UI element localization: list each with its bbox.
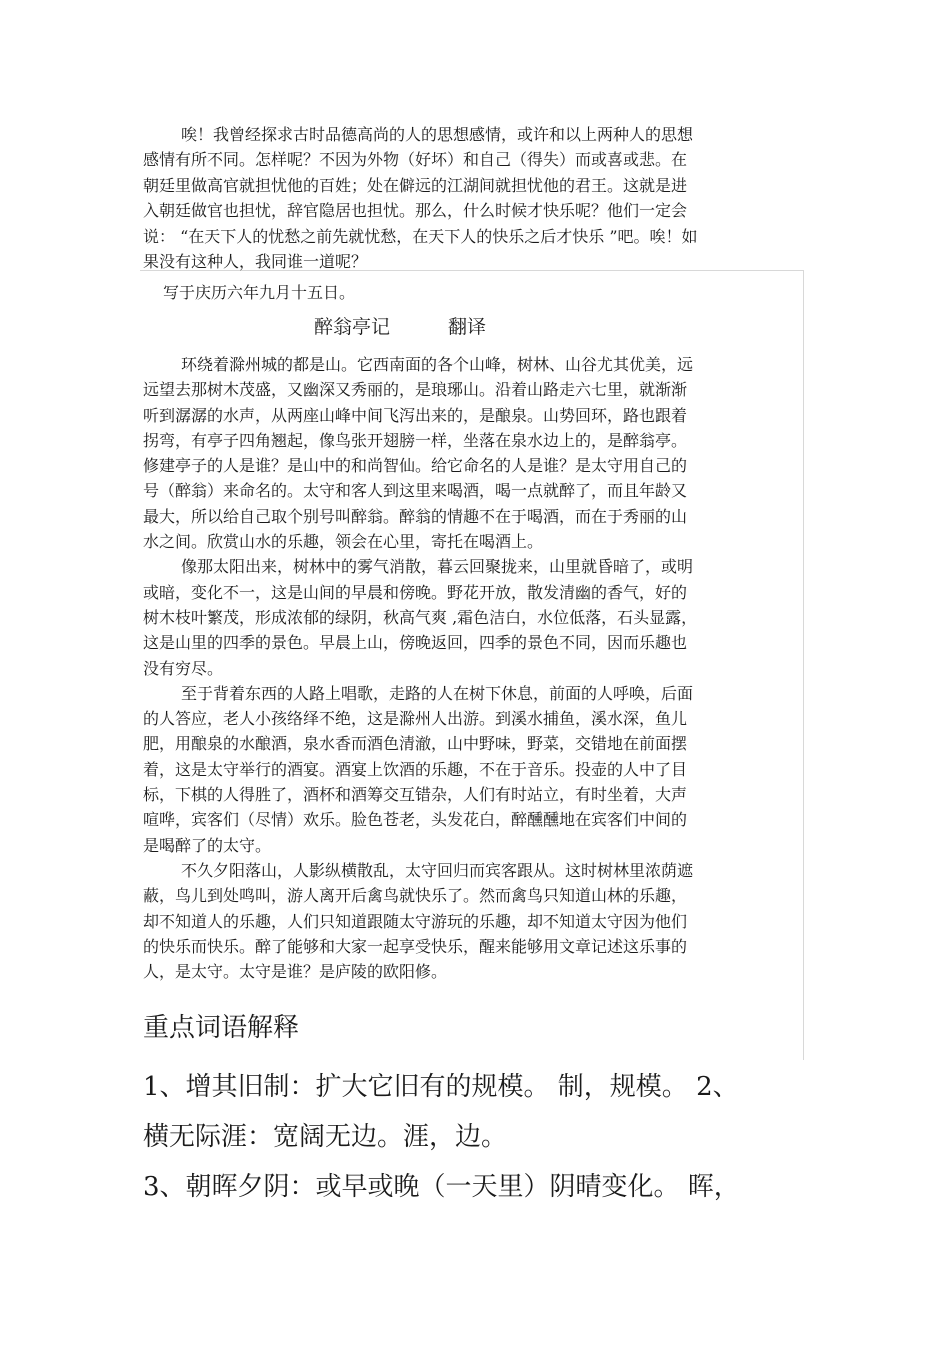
text-line: 感情有所不同。怎样呢？不因为外物（好坏）和自己（得失）而或喜或悲。在 [143,150,688,170]
text-line: 是喝醉了的太守。 [143,835,272,855]
keyword-line: 1、增其旧制：扩大它旧有的规模。 制，规模。 2、 [143,1072,739,1102]
text-line: 入朝廷做官也担忧，辞官隐居也担忧。那么，什么时候才快乐呢？他们一定会 [143,201,688,221]
text-line: 像那太阳出来，树林中的雾气消散，暮云回聚拢来，山里就昏暗了，或明 [181,557,694,577]
text-line: 远望去那树木茂盛，又幽深又秀丽的，是琅琊山。沿着山路走六七里，就渐渐 [143,380,688,400]
text-line: 拐弯，有亭子四角翘起，像鸟张开翅膀一样，坐落在泉水边上的，是醉翁亭。 [143,430,688,450]
text-line: 人，是太守。太守是谁？是庐陵的欧阳修。 [143,962,448,982]
keywords-list [143,1062,783,1212]
text-line: 最大，所以给自己取个别号叫醉翁。醉翁的情趣不在于喝酒，而在于秀丽的山 [143,506,688,526]
text-line: 果没有这种人，我同谁一道呢？ [143,251,368,271]
text-line: 的人答应，老人小孩络绎不绝，这是滁州人出游。到溪水捕鱼，溪水深，鱼儿 [143,709,688,729]
keywords-heading: 重点词语解释 [143,1013,300,1043]
text-line: 至于背着东西的人路上唱歌，走路的人在树下休息，前面的人呼唤，后面 [181,683,694,703]
text-line: 唉！我曾经探求古时品德高尚的人的思想感情，或许和以上两种人的思想 [181,125,694,144]
text-line: 修建亭子的人是谁？是山中的和尚智仙。给它命名的人是谁？是太守用自己的 [143,456,688,476]
keyword-line: 横无际涯：宽阔无边。涯，边。 [143,1122,508,1152]
text-line: 环绕着滁州城的都是山。它西南面的各个山峰，树林、山谷尤其优美，远 [181,355,694,374]
translation-body [143,352,783,984]
text-line: 喧哗，宾客们（尽情）欢乐。脸色苍老，头发花白，醉醺醺地在宾客们中间的 [143,810,688,830]
text-line: 这是山里的四季的景色。早晨上山，傍晚返回，四季的景色不同，因而乐趣也 [143,633,688,653]
document-title [314,314,486,340]
title-sub: 翻译 [448,316,487,338]
date-line: 写于庆历六年九月十五日。 [163,283,356,302]
text-line: 的快乐而快乐。醉了能够和大家一起享受快乐，醒来能够用文章记述这乐事的 [143,936,688,956]
text-line: 却不知道人的乐趣，人们只知道跟随太守游玩的乐趣，却不知道太守因为他们 [143,911,688,931]
text-line: 号（醉翁）来命名的。太守和客人到这里来喝酒，喝一点就醉了，而且年龄又 [143,481,688,501]
text-line: 说： “在天下人的忧愁之前先就忧愁，在天下人的快乐之后才快乐 ”吧。唉！如 [143,226,698,246]
text-line: 树木枝叶繁茂，形成浓郁的绿阴，秋高气爽 ,霜色洁白，水位低落，石头显露， [143,607,698,627]
text-line: 听到潺潺的水声，从两座山峰中间飞泻出来的，是酿泉。山势回环，路也跟着 [143,405,688,425]
text-line: 或暗，变化不一，这是山间的早晨和傍晚。野花开放，散发清幽的香气，好的 [143,582,688,602]
keyword-line: 3、朝晖夕阴：或早或晚（一天里）阴晴变化。 晖， [143,1172,740,1202]
title-main: 醉翁亭记 [314,316,391,338]
text-line: 标，下棋的人得胜了，酒杯和酒筹交互错杂，人们有时站立，有时坐着，大声 [143,785,688,805]
text-line: 不久夕阳落山，人影纵横散乱，太守回归而宾客跟从。这时树林里浓荫遮 [181,860,694,880]
text-line: 水之间。欣赏山水的乐趣，领会在心里，寄托在喝酒上。 [143,532,544,552]
text-line: 肥，用酿泉的水酿酒，泉水香而酒色清澈，山中野味，野菜，交错地在前面摆 [143,734,688,754]
text-line: 着，这是太守举行的酒宴。酒宴上饮酒的乐趣，不在于音乐。投壶的人中了目 [143,759,688,779]
text-line: 蔽，鸟儿到处鸣叫，游人离开后禽鸟就快乐了。然而禽鸟只知道山林的乐趣， [143,886,688,906]
text-line: 没有穷尽。 [143,658,224,678]
intro-paragraph [143,122,783,274]
text-line: 朝廷里做高官就担忧他的百姓；处在僻远的江湖间就担忧他的君王。这就是进 [143,175,688,195]
